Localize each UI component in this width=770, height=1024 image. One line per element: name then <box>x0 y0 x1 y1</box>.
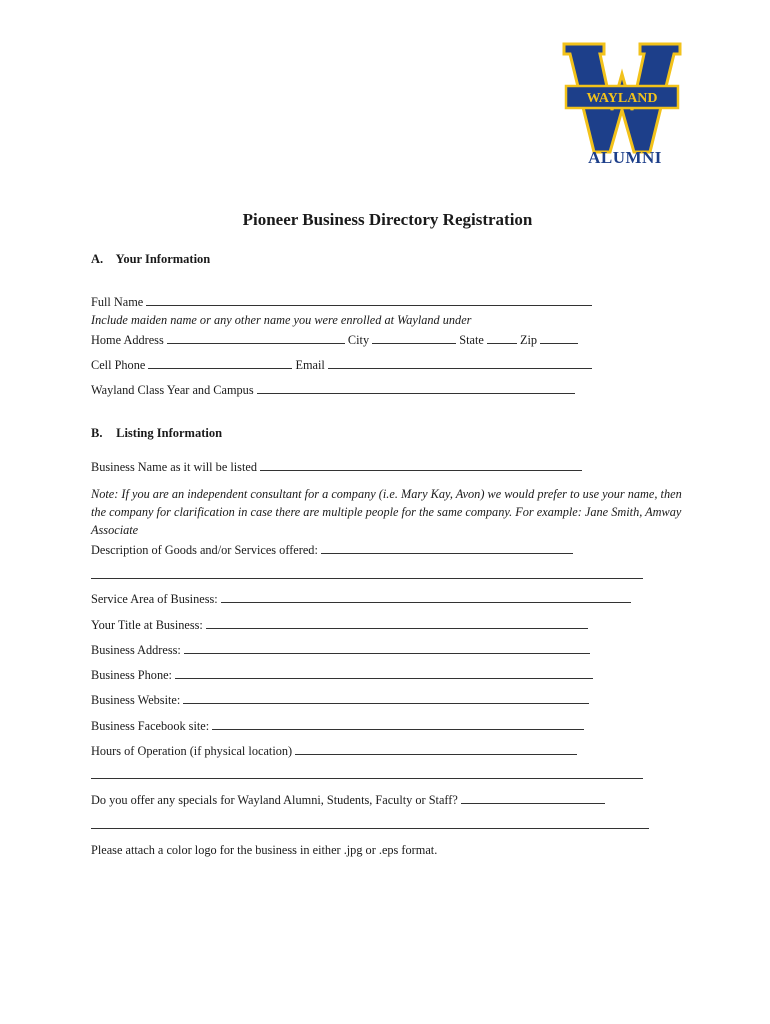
hours-label: Hours of Operation (if physical location) <box>91 744 293 758</box>
full-name-label: Full Name <box>91 295 144 309</box>
full-name-row <box>91 294 592 310</box>
business-phone-row <box>91 667 593 683</box>
consultant-note: Note: If you are an independent consultant for a company (i.e. Mary Kay, Avon) we would prefer to use your name, then the company for clarification in case there are multiple people for the same company. For example: Jane Smith, Amway Associate <box>91 487 682 537</box>
hours-row <box>91 743 577 759</box>
title-row <box>91 617 588 633</box>
state-label: State <box>459 333 484 347</box>
section-b-label: Listing Information <box>116 426 223 440</box>
description-field-2[interactable] <box>91 568 643 579</box>
business-website-field[interactable] <box>183 693 589 704</box>
home-address-label: Home Address <box>91 333 164 347</box>
full-name-field[interactable] <box>146 295 592 306</box>
page-title: Pioneer Business Directory Registration <box>242 210 533 229</box>
facebook-row <box>91 718 584 734</box>
class-year-label: Wayland Class Year and Campus <box>91 383 254 397</box>
address-row <box>91 332 578 348</box>
facebook-field[interactable] <box>212 719 584 730</box>
business-website-label: Business Website: <box>91 693 181 707</box>
business-phone-field[interactable] <box>175 668 593 679</box>
class-year-field[interactable] <box>257 383 575 394</box>
email-field[interactable] <box>328 358 592 369</box>
city-field[interactable] <box>372 333 456 344</box>
business-address-field[interactable] <box>184 643 590 654</box>
section-b-heading <box>91 426 222 441</box>
facebook-label: Business Facebook site: <box>91 719 210 733</box>
description-field[interactable] <box>321 543 573 554</box>
email-label: Email <box>295 358 325 372</box>
description-row <box>91 542 573 558</box>
title-field[interactable] <box>206 618 588 629</box>
cell-phone-label: Cell Phone <box>91 358 146 372</box>
specials-label: Do you offer any specials for Wayland Alumni, Students, Faculty or Staff? <box>91 793 458 807</box>
cell-phone-field[interactable] <box>148 358 292 369</box>
zip-label: Zip <box>520 333 538 347</box>
business-website-row <box>91 692 589 708</box>
business-name-row <box>91 459 582 475</box>
section-a-label: Your Information <box>115 252 211 266</box>
section-b-number: B. <box>91 426 103 440</box>
title-label: Your Title at Business: <box>91 618 203 632</box>
service-area-label: Service Area of Business: <box>91 592 218 606</box>
description-label: Description of Goods and/or Services offered: <box>91 543 318 557</box>
zip-field[interactable] <box>540 333 578 344</box>
business-name-field[interactable] <box>260 460 582 471</box>
specials-field[interactable] <box>461 793 605 804</box>
attach-logo-note: Please attach a color logo for the business in either .jpg or .eps format. <box>91 843 438 857</box>
section-a-number: A. <box>91 252 104 266</box>
specials-field-2[interactable] <box>91 818 649 829</box>
maiden-name-note: Include maiden name or any other name you were enrolled at Wayland under <box>91 313 472 327</box>
logo-wayland-text: WAYLAND <box>586 91 658 106</box>
description-row-2 <box>91 567 643 583</box>
business-phone-label: Business Phone: <box>91 668 172 682</box>
class-year-row <box>91 382 575 398</box>
phone-email-row <box>91 357 592 373</box>
alumni-caption: ALUMNI <box>588 148 662 167</box>
service-area-field[interactable] <box>221 592 631 603</box>
specials-row <box>91 792 605 808</box>
hours-row-2 <box>91 767 643 783</box>
home-address-field[interactable] <box>167 333 345 344</box>
service-area-row <box>91 591 631 607</box>
state-field[interactable] <box>487 333 517 344</box>
section-a-heading <box>91 252 210 267</box>
specials-row-2 <box>91 817 649 833</box>
business-address-row <box>91 642 590 658</box>
business-address-label: Business Address: <box>91 643 181 657</box>
business-name-label: Business Name as it will be listed <box>91 460 257 474</box>
city-label: City <box>347 333 370 347</box>
hours-field[interactable] <box>295 744 577 755</box>
hours-field-2[interactable] <box>91 768 643 779</box>
